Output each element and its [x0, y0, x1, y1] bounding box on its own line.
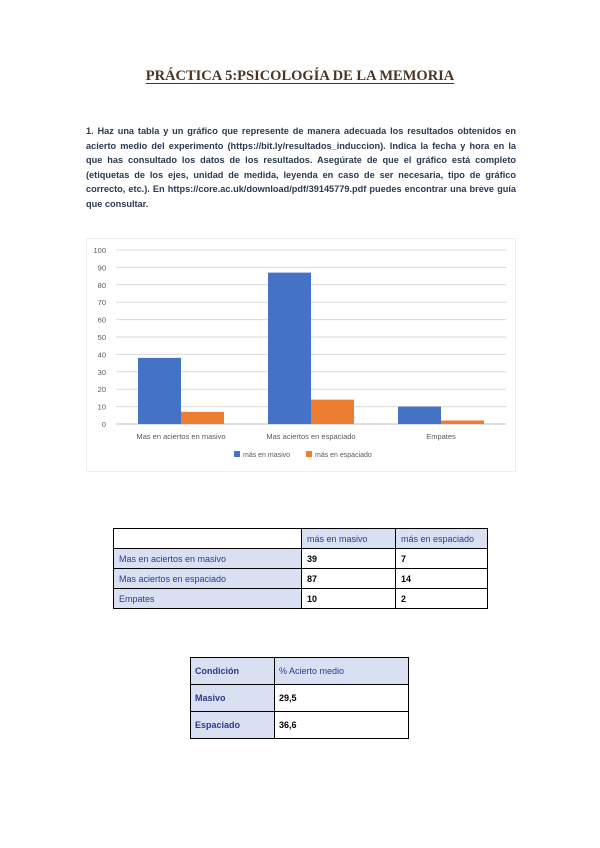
- column-header-masivo: más en masivo: [302, 529, 396, 549]
- cell-value: 29,5: [275, 685, 409, 712]
- column-header-condition: Condición: [191, 658, 275, 685]
- cell-value: 39: [302, 549, 396, 569]
- table-row: [191, 712, 409, 739]
- cell-value: 14: [396, 569, 488, 589]
- row-label: Mas en aciertos en masivo: [114, 549, 302, 569]
- bar-espaciado: [311, 400, 354, 424]
- y-tick-label: 100: [93, 246, 106, 255]
- bar-chart: [86, 238, 516, 472]
- y-tick-label: 50: [97, 333, 106, 342]
- x-tick-label: Empates: [426, 432, 456, 441]
- cell-value: 2: [396, 589, 488, 609]
- row-label: Empates: [114, 589, 302, 609]
- row-label: Mas aciertos en espaciado: [114, 569, 302, 589]
- table-corner-cell: [114, 529, 302, 549]
- y-tick-label: 90: [97, 263, 106, 273]
- cell-value: 10: [302, 589, 396, 609]
- cell-value: 36,6: [275, 712, 409, 739]
- y-tick-label: 60: [97, 315, 106, 325]
- average-table: [190, 657, 409, 739]
- x-tick-label: Mas en aciertos en masivo: [136, 432, 226, 441]
- results-table: [113, 528, 488, 609]
- table-header-row: [114, 529, 488, 549]
- cell-value: 7: [396, 549, 488, 569]
- chart-svg: [86, 238, 516, 472]
- table-row: [191, 685, 409, 712]
- column-header-average: % Acierto medio: [275, 658, 409, 685]
- bar-masivo: [398, 407, 441, 424]
- question-text: 1. Haz una tabla y un gráfico que represente de manera adecuada los resultados obtenidos en acierto medio del experimento (https://bit.ly/resultados_induccion). Indica la fecha y hora en la que has consultado los datos de los resultados. Asegúrate de que el gráfico está completo (etiquetas de los ejes, unidad de medida, leyenda en caso de ser necesaria, tipo de gráfico correcto, etc.). En https://core.ac.uk/download/pdf/39145779.pdf puedes encontrar una breve guía que consultar.: [86, 126, 516, 209]
- x-tick-label: Mas aciertos en espaciado: [266, 432, 356, 441]
- y-tick-label: 80: [97, 280, 106, 290]
- row-label: Masivo: [191, 685, 275, 712]
- y-tick-label: 0: [101, 420, 106, 429]
- legend-label: más en masivo: [243, 452, 291, 459]
- row-label: Espaciado: [191, 712, 275, 739]
- y-tick-label: 70: [97, 298, 106, 308]
- table-row: [114, 549, 488, 569]
- table-row: [114, 569, 488, 589]
- table-header-row: [191, 658, 409, 685]
- bar-masivo: [268, 273, 311, 424]
- legend-label: más en espaciado: [315, 452, 372, 459]
- legend-swatch: [306, 451, 312, 457]
- page-title: PRÁCTICA 5:PSICOLOGÍA DE LA MEMORIA: [145, 68, 455, 84]
- legend-swatch: [234, 451, 240, 457]
- y-tick-label: 40: [97, 350, 106, 360]
- bar-espaciado: [181, 412, 224, 424]
- y-tick-label: 30: [97, 367, 106, 377]
- bar-espaciado: [441, 421, 484, 424]
- y-tick-label: 10: [97, 402, 106, 412]
- column-header-espaciado: más en espaciado: [396, 529, 488, 549]
- bar-masivo: [138, 358, 181, 424]
- y-tick-label: 20: [97, 385, 106, 395]
- table-row: [114, 589, 488, 609]
- cell-value: 87: [302, 569, 396, 589]
